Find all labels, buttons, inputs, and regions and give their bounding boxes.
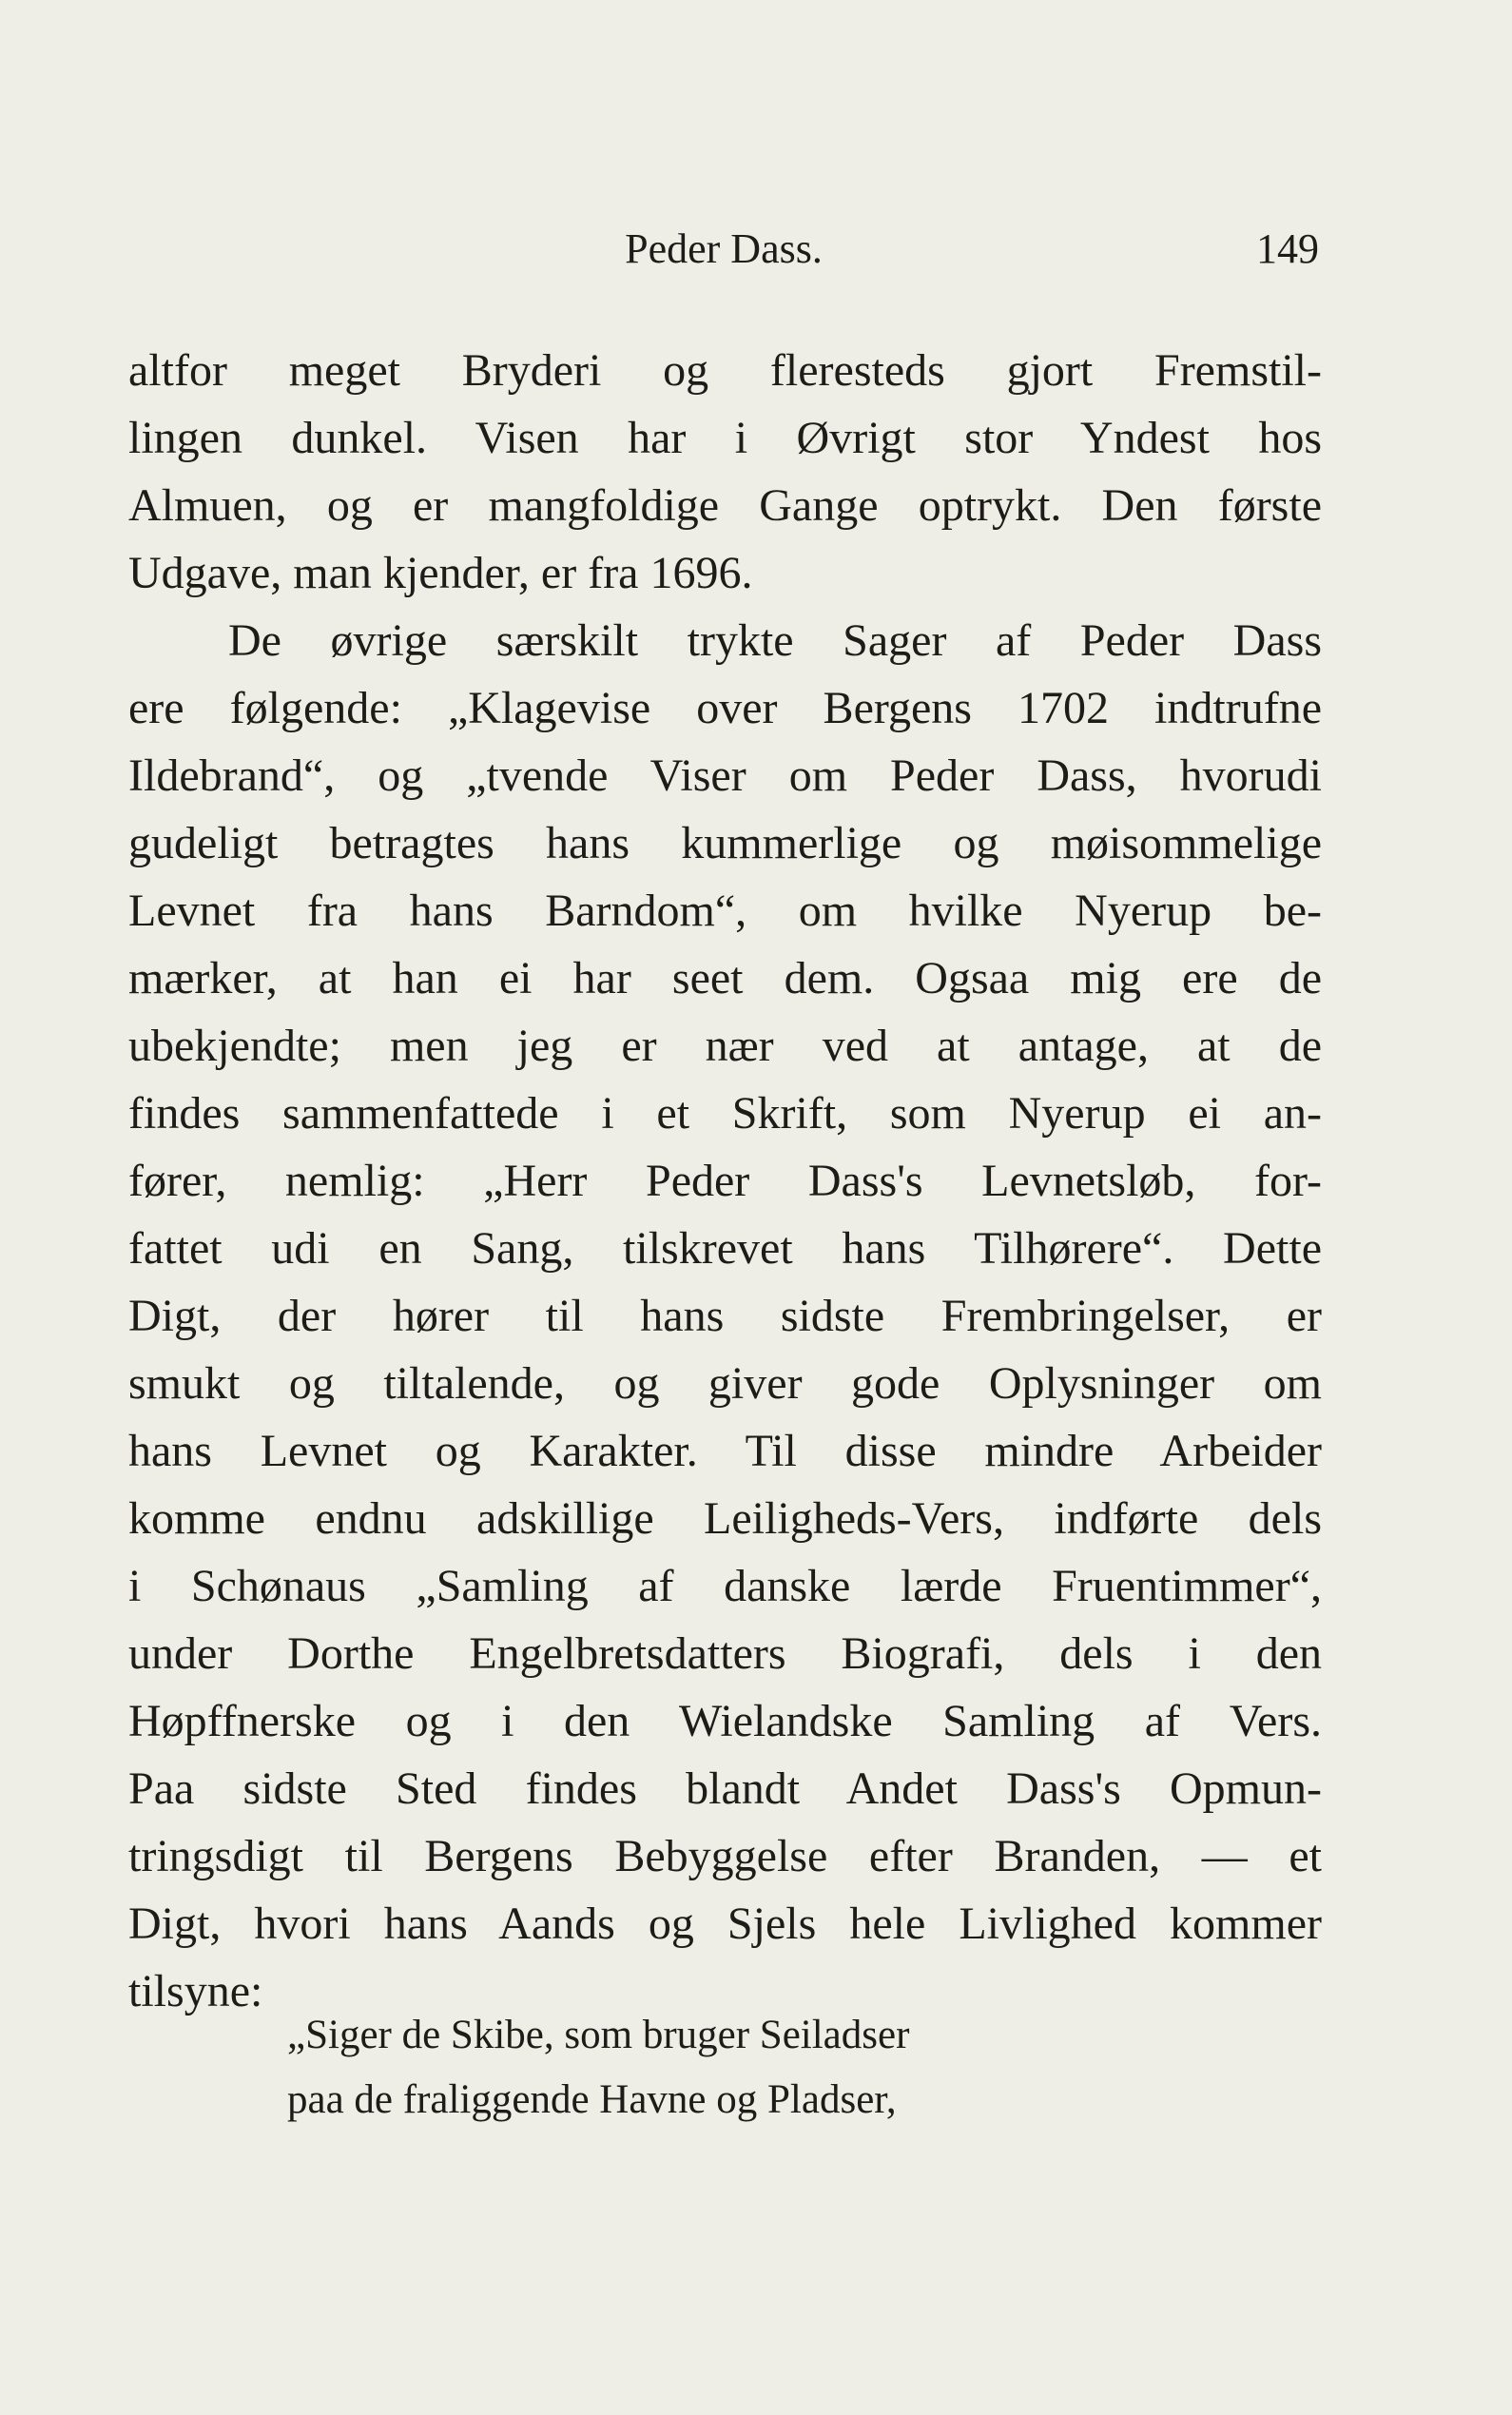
text-line: Paa sidste Sted findes blandt Andet Dass's Opmun-	[128, 1763, 1322, 1814]
text-line: komme endnu adskillige Leiligheds-Vers, indførte dels	[128, 1493, 1322, 1544]
text-line: De øvrige særskilt trykte Sager af Peder Dass	[228, 615, 1322, 666]
text-line: altfor meget Bryderi og fleresteds gjort Fremstil-	[128, 345, 1322, 396]
verse-quotation	[287, 2003, 1238, 2133]
text-line: hans Levnet og Karakter. Til disse mindre Arbeider	[128, 1426, 1322, 1476]
text-line: gudeligt betragtes hans kummerlige og møisommelige	[128, 818, 1322, 868]
text-line: Levnet fra hans Barndom“, om hvilke Nyerup be-	[128, 886, 1322, 936]
text-line: tilsyne:	[128, 1966, 263, 2016]
text-line: findes sammenfattede i et Skrift, som Nyerup ei an-	[128, 1088, 1322, 1139]
text-line: i Schønaus „Samling af danske lærde Fruentimmer“,	[128, 1561, 1322, 1611]
text-line: mærker, at han ei har seet dem. Ogsaa mig ere de	[128, 953, 1322, 1003]
text-line: lingen dunkel. Visen har i Øvrigt stor Yndest hos	[128, 413, 1322, 463]
page-number: 149	[1256, 225, 1319, 272]
text-line: Udgave, man kjender, er fra 1696.	[128, 548, 753, 598]
running-head	[128, 221, 1319, 278]
text-line: ere følgende: „Klagevise over Bergens 1702 indtrufne	[128, 683, 1322, 733]
text-line: smukt og tiltalende, og giver gode Oplysninger om	[128, 1358, 1322, 1409]
text-line: under Dorthe Engelbretsdatters Biografi, dels i den	[128, 1628, 1322, 1679]
text-line: fattet udi en Sang, tilskrevet hans Tilhørere“. Dette	[128, 1223, 1322, 1274]
text-line: fører, nemlig: „Herr Peder Dass's Levnetsløb, for-	[128, 1156, 1322, 1206]
verse-line: „Siger de Skibe, som bruger Seiladser	[287, 2013, 910, 2057]
text-line: Digt, der hører til hans sidste Frembringelser, er	[128, 1291, 1322, 1341]
body-paragraphs	[128, 337, 1322, 2025]
text-line: Digt, hvori hans Aands og Sjels hele Livlighed kommer	[128, 1899, 1322, 1949]
text-line: tringsdigt til Bergens Bebyggelse efter Branden, — et	[128, 1831, 1322, 1881]
text-line: ubekjendte; men jeg er nær ved at antage, at de	[128, 1021, 1322, 1071]
text-line: Høpffnerske og i den Wielandske Samling af Vers.	[128, 1696, 1322, 1746]
verse-line: paa de fraliggende Havne og Pladser,	[287, 2077, 897, 2122]
running-head-title: Peder Dass.	[625, 225, 823, 272]
text-line: Almuen, og er mangfoldige Gange optrykt. Den første	[128, 480, 1322, 531]
text-line: Ildebrand“, og „tvende Viser om Peder Dass, hvorudi	[128, 750, 1322, 801]
